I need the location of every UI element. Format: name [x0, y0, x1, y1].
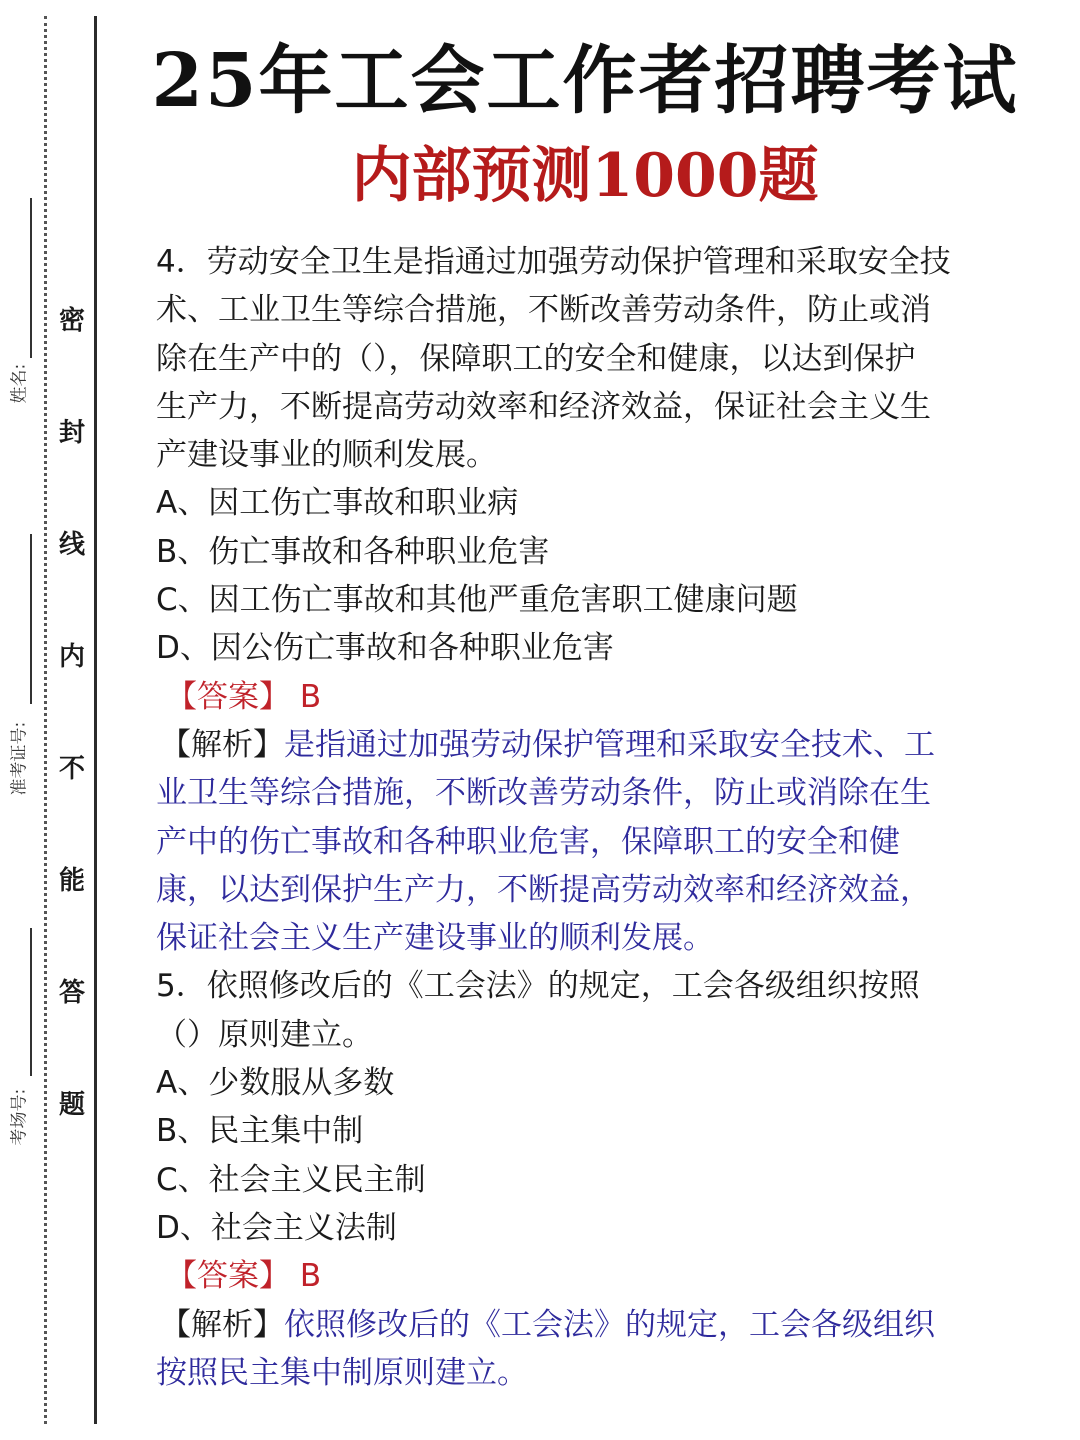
option-a: A、因工伤亡事故和职业病: [156, 485, 519, 522]
question-stem: [156, 238, 1038, 479]
seal-char: 能: [58, 866, 85, 896]
stem-line: 4．劳动安全卫生是指通过加强劳动保护管理和采取安全技: [156, 244, 951, 280]
answer-value: B: [299, 1258, 322, 1295]
page-title: 25年工会工作者招聘考试: [151, 38, 1019, 124]
option-a: A、少数服从多数: [156, 1065, 395, 1102]
dotted-seal-line: [44, 16, 47, 1424]
stem-line: 术、工业卫生等综合措施，不断改善劳动条件，防止或消: [156, 292, 931, 329]
explanation-line: 康，以达到保护生产力，不断提高劳动效率和经济效益，: [156, 871, 931, 908]
solid-border-line: [94, 16, 97, 1424]
seal-char: 不: [58, 754, 85, 784]
exam-id-field: [2, 532, 38, 832]
exam-id-label: 准考证号:: [9, 721, 30, 796]
stem-line: 产建设事业的顺利发展。: [156, 437, 497, 474]
question-item: [156, 962, 1038, 1397]
binding-margin: [0, 0, 130, 1440]
page-subtitle: 内部预测1000题: [351, 141, 819, 211]
name-underline: [30, 198, 32, 358]
explanation-line: 依照修改后的《工会法》的规定，工会各级组织: [284, 1306, 935, 1343]
question-stem: [156, 962, 1038, 1059]
exam-room-underline: [30, 928, 32, 1076]
seal-char: 内: [58, 642, 85, 672]
answer-label: 【答案】: [166, 1258, 290, 1295]
explanation-label: 【解析】: [160, 1306, 284, 1343]
stem-line: 5．依照修改后的《工会法》的规定，工会各级组织按照: [156, 968, 920, 1005]
option-d: D、社会主义法制: [156, 1209, 397, 1246]
seal-warning-text: [52, 300, 92, 1196]
answer-line: [156, 1252, 1038, 1300]
option-c: C、社会主义民主制: [156, 1161, 426, 1198]
explanation-line: 业卫生等综合措施，不断改善劳动条件，防止或消除在生: [156, 775, 931, 812]
exam-room-field: [2, 926, 38, 1166]
name-field: [2, 196, 38, 436]
stem-line: （）原则建立。: [156, 1016, 373, 1053]
seal-char: 题: [58, 1090, 85, 1120]
question-list: [156, 238, 1038, 1397]
option-d: D、因公伤亡事故和各种职业危害: [156, 630, 614, 667]
option-c: C、因工伤亡事故和其他严重危害职工健康问题: [156, 582, 798, 619]
explanation-line: 是指通过加强劳动保护管理和采取安全技术、工: [284, 726, 935, 763]
explanation: [156, 1301, 1038, 1398]
answer-label: 【答案】: [166, 678, 290, 715]
stem-line: 生产力，不断提高劳动效率和经济效益，保证社会主义生: [156, 388, 931, 425]
name-label: 姓名:: [9, 363, 30, 404]
question-item: [156, 238, 1038, 962]
answer-value: B: [299, 678, 322, 715]
option-b: B、民主集中制: [156, 1113, 364, 1150]
stem-line: 除在生产中的（），保障职工的安全和健康，以达到保护: [156, 340, 916, 377]
option-b: B、伤亡事故和各种职业危害: [156, 533, 550, 570]
seal-char: 答: [58, 978, 85, 1008]
explanation-label: 【解析】: [160, 726, 284, 763]
explanation-line: 保证社会主义生产建设事业的顺利发展。: [156, 920, 714, 957]
seal-char: 封: [58, 418, 85, 448]
explanation: [156, 721, 1038, 962]
answer-line: [156, 673, 1038, 721]
exam-id-underline: [30, 534, 32, 704]
exam-room-label: 考场号:: [9, 1088, 30, 1146]
seal-char: 线: [58, 530, 85, 560]
explanation-line: 按照民主集中制原则建立。: [156, 1354, 528, 1391]
explanation-line: 产中的伤亡事故和各种职业危害，保障职工的安全和健: [156, 823, 900, 860]
seal-char: 密: [58, 306, 85, 336]
